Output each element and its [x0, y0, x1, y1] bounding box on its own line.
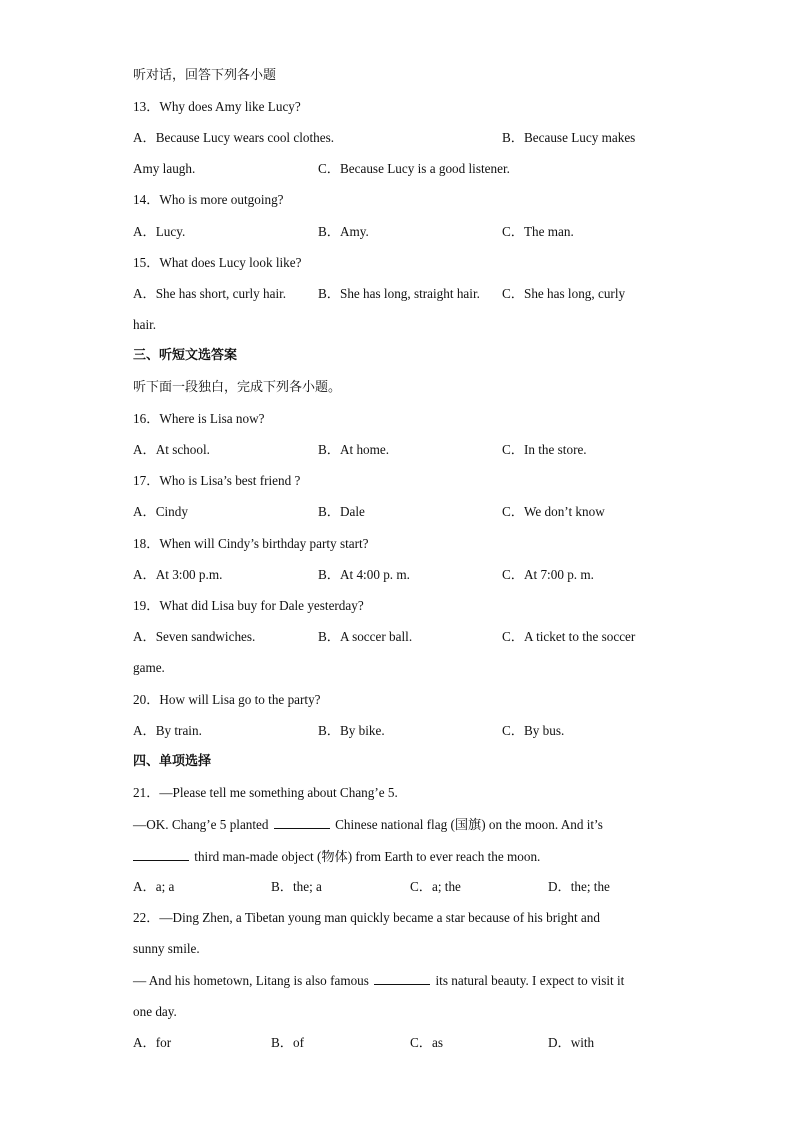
q21-line-2-text-before: —OK. Chang’e 5 planted — [133, 817, 269, 832]
q22-line-2-text-after: its natural beauty. I expect to visit it — [435, 973, 625, 988]
q16-option-a: A．At school. — [133, 442, 210, 457]
q20-option-a: A．By train. — [133, 723, 202, 738]
question-22-line-2-continued: one day. — [133, 1004, 177, 1019]
q17-option-b: B．Dale — [318, 504, 365, 519]
q13-option-c: C．Because Lucy is a good listener. — [318, 161, 510, 176]
answer-blank — [133, 848, 189, 861]
q18-option-c: C．At 7:00 p. m. — [502, 567, 594, 582]
question-22-line-1: 22．—Ding Zhen, a Tibetan young man quickly became a star because of his bright and — [133, 910, 600, 925]
q22-option-c: C．as — [410, 1035, 443, 1050]
q15-option-b: B．She has long, straight hair. — [318, 286, 480, 301]
answer-blank — [274, 816, 330, 829]
question-13-stem: 13．Why does Amy like Lucy? — [133, 99, 301, 114]
q18-option-a: A．At 3:00 p.m. — [133, 567, 223, 582]
section-3-instructions: 听下面一段独白，完成下列各小题。 — [133, 380, 342, 395]
question-18-stem: 18．When will Cindy’s birthday party start? — [133, 536, 369, 551]
q22-line-2-text-before: — And his hometown, Litang is also famous — [133, 973, 369, 988]
section-3-title: 三、听短文选答案 — [133, 348, 238, 363]
q22-option-b: B．of — [271, 1035, 304, 1050]
q17-option-a: A．Cindy — [133, 504, 188, 519]
answer-blank — [374, 972, 430, 985]
q17-option-c: C．We don’t know — [502, 504, 605, 519]
q19-option-b: B．A soccer ball. — [318, 629, 413, 644]
question-14-stem: 14．Who is more outgoing? — [133, 192, 284, 207]
q21-option-a: A．a; a — [133, 879, 175, 894]
q13-option-a: A．Because Lucy wears cool clothes. — [133, 130, 335, 145]
question-22-line-1-continued: sunny smile. — [133, 941, 200, 956]
question-16-stem: 16．Where is Lisa now? — [133, 411, 265, 426]
q14-option-c: C．The man. — [502, 224, 574, 239]
q19-option-c-continued: game. — [133, 660, 165, 675]
question-17-stem: 17．Who is Lisa’s best friend ? — [133, 473, 301, 488]
question-21-line-3 — [133, 848, 540, 865]
q21-option-c: C．a; the — [410, 879, 461, 894]
q14-option-a: A．Lucy. — [133, 224, 186, 239]
q20-option-c: C．By bus. — [502, 723, 565, 738]
q15-option-a: A．She has short, curly hair. — [133, 286, 287, 301]
question-15-stem: 15．What does Lucy look like? — [133, 255, 302, 270]
q16-option-b: B．At home. — [318, 442, 390, 457]
q22-option-d: D．with — [548, 1035, 595, 1050]
question-22-line-2 — [133, 972, 624, 989]
q18-option-b: B．At 4:00 p. m. — [318, 567, 410, 582]
q21-line-3-text: third man-made object (物体) from Earth to ever reach the moon. — [194, 849, 541, 864]
question-21-line-1: 21．—Please tell me something about Chang’e 5. — [133, 785, 398, 800]
q14-option-b: B．Amy. — [318, 224, 369, 239]
q21-option-b: B．the; a — [271, 879, 322, 894]
question-19-stem: 19．What did Lisa buy for Dale yesterday? — [133, 598, 364, 613]
dialogue-instructions: 听对话，回答下列各小题 — [133, 68, 277, 83]
q13-option-b: B．Because Lucy makes — [502, 130, 636, 145]
q21-line-2-text-after: Chinese national flag (国旗) on the moon. And it’s — [335, 817, 603, 832]
question-21-line-2 — [133, 816, 603, 833]
q22-option-a: A．for — [133, 1035, 172, 1050]
q16-option-c: C．In the store. — [502, 442, 587, 457]
q19-option-a: A．Seven sandwiches. — [133, 629, 256, 644]
question-20-stem: 20．How will Lisa go to the party? — [133, 692, 321, 707]
q19-option-c: C．A ticket to the soccer — [502, 629, 636, 644]
q15-option-c-continued: hair. — [133, 317, 157, 332]
q15-option-c: C．She has long, curly — [502, 286, 626, 301]
section-4-title: 四、单项选择 — [133, 754, 212, 769]
q20-option-b: B．By bike. — [318, 723, 385, 738]
q13-option-b-continued: Amy laugh. — [133, 161, 196, 176]
q21-option-d: D．the; the — [548, 879, 610, 894]
